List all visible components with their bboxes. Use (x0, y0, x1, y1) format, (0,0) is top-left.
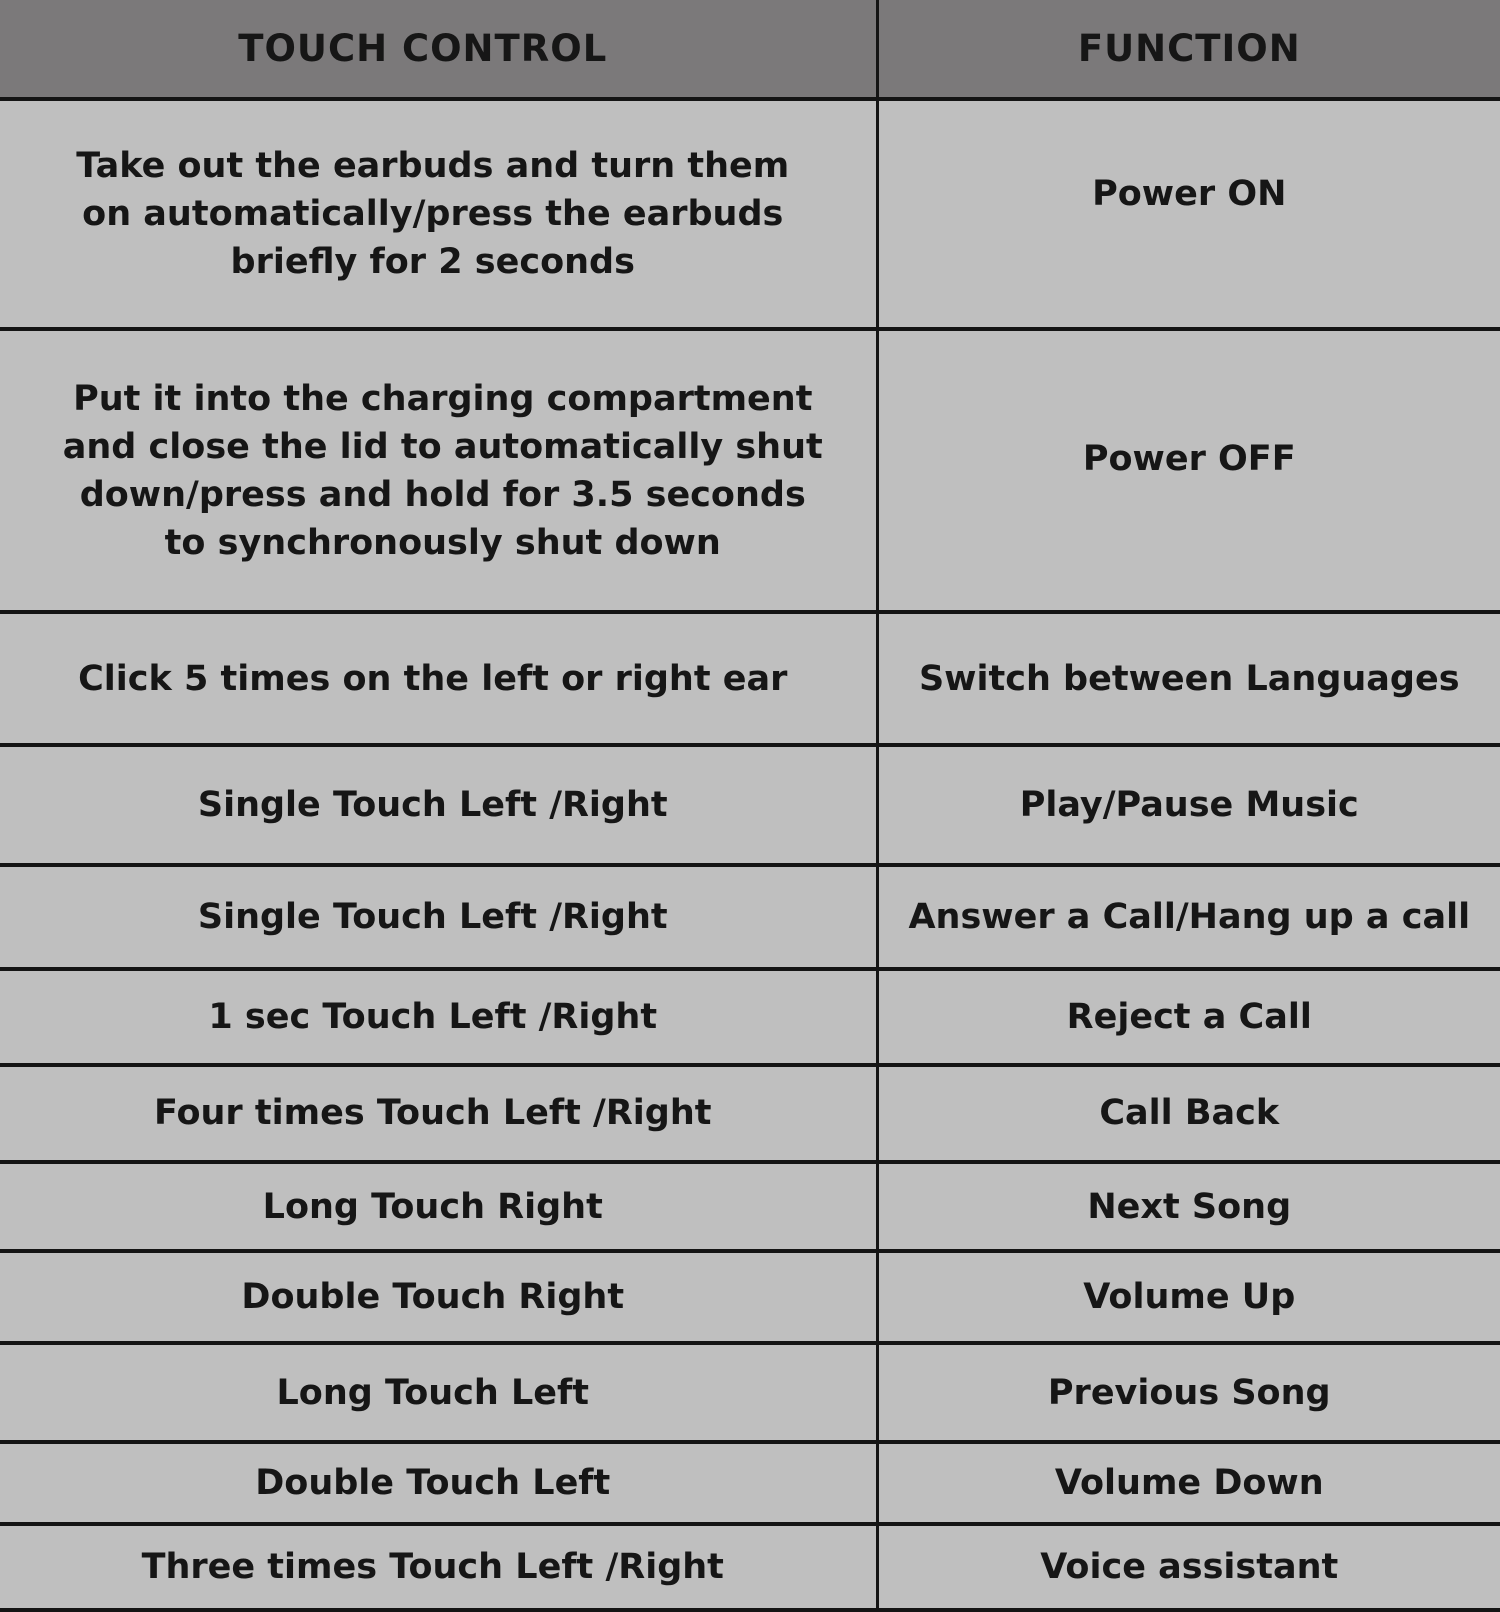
touch-control-cell: Double Touch Left (0, 1442, 877, 1524)
table-row (0, 1442, 1500, 1524)
table-row (0, 1524, 1500, 1610)
touch-control-cell: Long Touch Left (0, 1343, 877, 1441)
function-cell (877, 99, 1500, 329)
header-touch-control: TOUCH CONTROL (0, 0, 877, 99)
table-row (0, 1343, 1500, 1441)
table-row (0, 969, 1500, 1065)
function-cell (877, 865, 1500, 968)
function-label: Volume Down (1054, 1462, 1324, 1503)
table-row (0, 1065, 1500, 1162)
function-label: Previous Song (1047, 1372, 1331, 1413)
function-label: Power ON (1092, 174, 1287, 215)
table-row (0, 1162, 1500, 1251)
touch-control-cell: Four times Touch Left /Right (0, 1065, 877, 1162)
header-function: FUNCTION (877, 0, 1500, 99)
table-row (0, 612, 1500, 745)
table-header-row (0, 0, 1500, 99)
touch-control-cell: Three times Touch Left /Right (0, 1524, 877, 1610)
table-row (0, 745, 1500, 865)
function-label: Reject a Call (1066, 996, 1312, 1037)
function-label: Voice assistant (1040, 1546, 1339, 1587)
function-cell (877, 1162, 1500, 1251)
function-label: Switch between Languages (918, 658, 1460, 699)
function-cell (877, 1524, 1500, 1610)
function-label: Power OFF (1082, 438, 1296, 479)
table-row (0, 99, 1500, 329)
table-row (0, 1251, 1500, 1343)
function-cell (877, 1251, 1500, 1343)
touch-control-cell: Take out the earbuds and turn them on automatically/press the earbuds briefly for 2 seconds (0, 99, 877, 329)
function-cell (877, 1442, 1500, 1524)
touch-control-cell: Double Touch Right (0, 1251, 877, 1343)
touch-control-cell: Single Touch Left /Right (0, 745, 877, 865)
function-cell (877, 1065, 1500, 1162)
function-label: Play/Pause Music (1019, 785, 1359, 826)
table-row (0, 329, 1500, 612)
touch-control-cell: Single Touch Left /Right (0, 865, 877, 968)
table-row (0, 865, 1500, 968)
function-cell (877, 612, 1500, 745)
function-cell (877, 969, 1500, 1065)
function-label: Answer a Call/Hang up a call (908, 897, 1471, 938)
function-label: Call Back (1099, 1093, 1280, 1134)
touch-control-cell: Put it into the charging compartment and close the lid to automatically shut down/press and hold for 3.5 seconds to synchronously shut down (0, 329, 877, 612)
function-cell (877, 329, 1500, 612)
touch-control-cell: Click 5 times on the left or right ear (0, 612, 877, 745)
touch-control-cell: Long Touch Right (0, 1162, 877, 1251)
function-label: Volume Up (1083, 1277, 1296, 1318)
touch-control-cell: 1 sec Touch Left /Right (0, 969, 877, 1065)
function-cell (877, 745, 1500, 865)
function-cell (877, 1343, 1500, 1441)
function-label: Next Song (1087, 1186, 1292, 1227)
